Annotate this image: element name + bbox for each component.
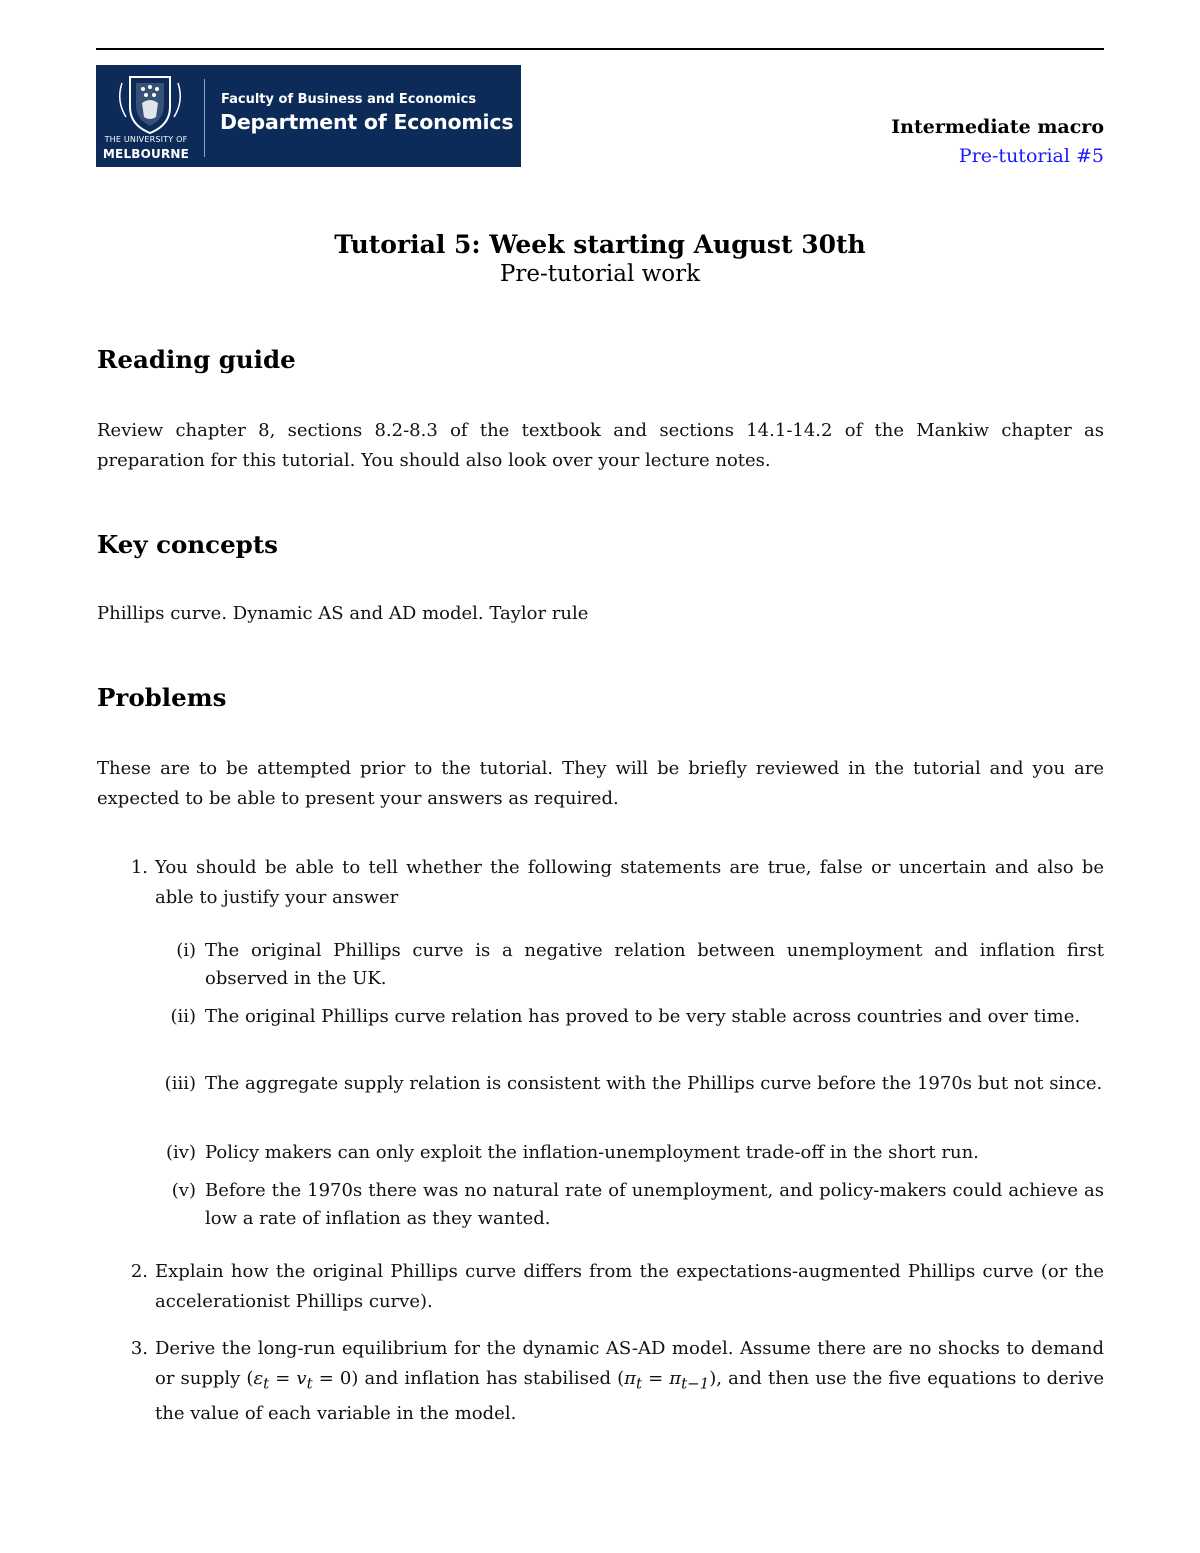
problem-text-part: ) and inflation has stabilised ( bbox=[351, 1368, 625, 1389]
subitem-text: Policy makers can only exploit the inflation-unemployment trade-off in the short run. bbox=[205, 1142, 979, 1163]
department-name: Department of Economics bbox=[220, 110, 514, 134]
problem-number: 1. bbox=[130, 857, 148, 878]
problem-number: 3. bbox=[130, 1338, 148, 1359]
key-concepts-text: Phillips curve. Dynamic AS and AD model. Taylor rule bbox=[97, 603, 589, 624]
problem-text: Explain how the original Phillips curve differs from the expectations-augmented Phillips curve (or the accelerationist Phillips curve). bbox=[155, 1261, 1104, 1312]
equals-sign: = bbox=[642, 1368, 670, 1389]
subitem-label: (iii) bbox=[164, 1073, 196, 1094]
crest-icon bbox=[110, 73, 190, 135]
problem-text-part: ), and then use the five equations to derive the value of each variable in the model. bbox=[155, 1368, 1105, 1424]
pi-symbol: π bbox=[669, 1368, 682, 1389]
subscript: t−1 bbox=[681, 1374, 710, 1393]
epsilon-symbol: ε bbox=[253, 1368, 264, 1389]
subitem-text: Before the 1970s there was no natural rate of unemployment, and policy-makers could achieve as low a rate of inflation as they wanted. bbox=[205, 1180, 1104, 1229]
subitem-text: The aggregate supply relation is consistent with the Phillips curve before the 1970s but not since. bbox=[205, 1073, 1103, 1094]
problems-intro: These are to be attempted prior to the tutorial. They will be briefly reviewed in the tutorial and you are expected to be able to present your answers as required. bbox=[97, 758, 1104, 809]
university-name-line1: THE UNIVERSITY OF bbox=[104, 135, 188, 144]
problem-number: 2. bbox=[130, 1261, 148, 1282]
problem-text: You should be able to tell whether the following statements are true, false or uncertain and also be able to justify your answer bbox=[155, 857, 1104, 908]
reading-guide-text: Review chapter 8, sections 8.2-8.3 of the textbook and sections 14.1-14.2 of the Mankiw chapter as preparation for this tutorial. You should also look over your lecture notes. bbox=[97, 420, 1104, 471]
subscript: t bbox=[306, 1374, 313, 1393]
university-logo bbox=[96, 65, 521, 167]
equals-sign: = bbox=[269, 1368, 297, 1389]
pretutorial-link[interactable]: Pre-tutorial #5 bbox=[958, 145, 1104, 167]
faculty-name: Faculty of Business and Economics bbox=[221, 92, 477, 107]
subscript: t bbox=[263, 1374, 270, 1393]
subitem-text: The original Phillips curve is a negative relation between unemployment and inflation first observed in the UK. bbox=[205, 940, 1104, 989]
pi-symbol: π bbox=[624, 1368, 636, 1389]
subitem-label: (v) bbox=[171, 1180, 196, 1201]
logo-divider bbox=[204, 79, 205, 157]
subitem-label: (iv) bbox=[166, 1142, 196, 1163]
problems-heading: Problems bbox=[97, 683, 227, 712]
equals-zero: = 0 bbox=[312, 1368, 352, 1389]
problem-text-part: Derive the long-run equilibrium for the dynamic AS-AD model. Assume there are no shocks to demand or supply ( bbox=[155, 1338, 1104, 1389]
subitem-label: (ii) bbox=[170, 1006, 196, 1027]
university-name-line2: MELBOURNE bbox=[102, 147, 190, 161]
reading-guide-heading: Reading guide bbox=[97, 345, 296, 374]
page-title: Tutorial 5: Week starting August 30th bbox=[334, 230, 866, 259]
v-symbol: v bbox=[296, 1368, 307, 1389]
course-name: Intermediate macro bbox=[891, 116, 1104, 138]
problem-text bbox=[155, 1334, 1104, 1429]
top-rule bbox=[96, 48, 1104, 50]
key-concepts-heading: Key concepts bbox=[97, 530, 278, 559]
subscript: t bbox=[636, 1374, 643, 1393]
page-subtitle: Pre-tutorial work bbox=[499, 261, 701, 287]
subitem-label: (i) bbox=[176, 940, 196, 961]
subitem-text: The original Phillips curve relation has proved to be very stable across countries and over time. bbox=[205, 1006, 1081, 1027]
